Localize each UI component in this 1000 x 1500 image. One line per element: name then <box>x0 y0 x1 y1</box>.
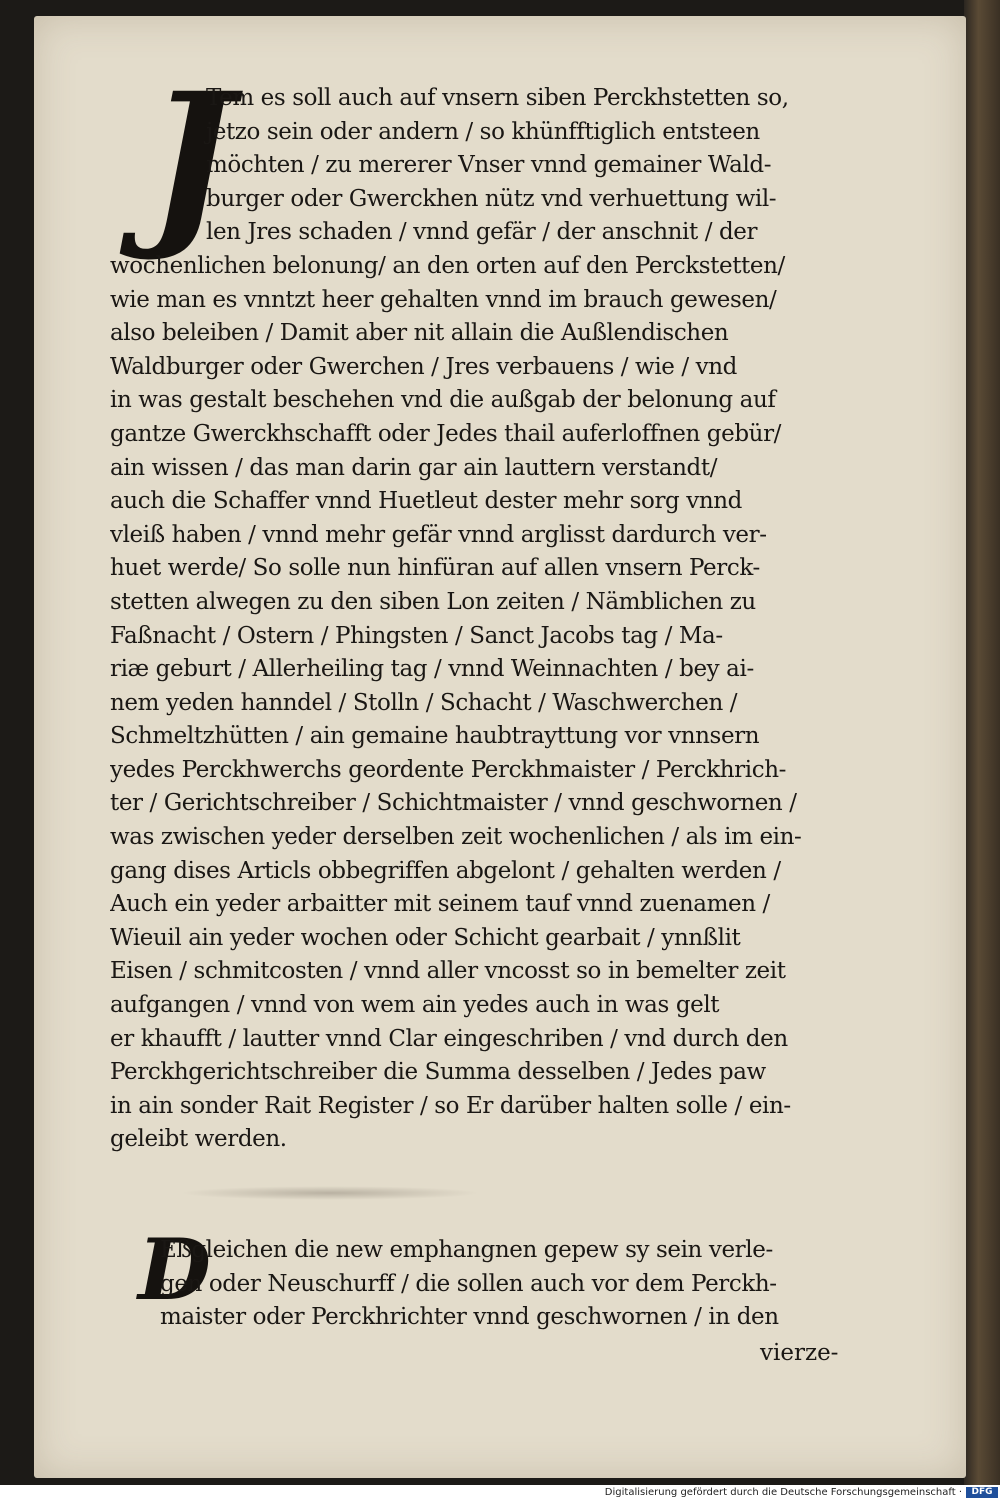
text-line: burger oder Gwerckhen nütz vnd verhuettung wil- <box>206 185 777 212</box>
text-line: huet werde/ So solle nun hinfüran auf allen vnsern Perck- <box>110 555 760 582</box>
text-line: gen oder Neuschurff / die sollen auch vor dem Perckh- <box>160 1270 777 1297</box>
text-line: ain wissen / das man darin gar ain lauttern verstandt/ <box>110 454 718 481</box>
text-line: stetten alwegen zu den siben Lon zeiten / Nämblichen zu <box>110 588 756 615</box>
text-line: möchten / zu mererer Vnser vnnd gemainer Wald- <box>206 152 772 179</box>
text-line: gantze Gwerckhschafft oder Jedes thail auferloffnen gebür/ <box>110 420 782 447</box>
text-line: Wieuil ain yeder wochen oder Schicht gearbait / ynnßlit <box>110 924 741 951</box>
text-line: was zwischen yeder derselben zeit wochenlichen / als im ein- <box>110 824 802 851</box>
text-line: Tem es soll auch auf vnsern siben Perckhstetten so, <box>206 85 789 111</box>
text-line: Perckhgerichtschreiber die Summa desselben / Jedes paw <box>110 1059 766 1086</box>
text-line: aufgangen / vnnd von wem ain yedes auch in was gelt <box>110 992 720 1019</box>
text-line: nem yeden hanndel / Stolln / Schacht / Waschwerchen / <box>110 689 738 716</box>
text-line: er khaufft / lautter vnnd Clar eingeschriben / vnd durch den <box>110 1025 788 1052</box>
text-line: geleibt werden. <box>110 1126 287 1153</box>
footer-credit-text: Digitalisierung gefördert durch die Deutsche Forschungsgemeinschaft · <box>604 1487 962 1498</box>
text-line: jetzo sein oder andern / so khünfftiglich entsteen <box>206 118 760 145</box>
text-line: gang dises Articls obbegriffen abgelont / gehalten werden / <box>110 857 781 884</box>
text-line: vleiß haben / vnnd mehr gefär vnnd arglisst dardurch ver- <box>110 521 767 548</box>
text-line: Schmeltzhütten / ain gemaine haubtrayttung vor vnnsern <box>110 723 760 750</box>
text-line: in ain sonder Rait Register / so Er darüber halten solle / ein- <box>110 1092 791 1119</box>
text-line: len Jres schaden / vnnd gefär / der anschnit / der <box>206 219 758 246</box>
catchword: vierze- <box>760 1340 839 1366</box>
text-line: Eisen / schmitcosten / vnnd aller vncosst so in bemelter zeit <box>110 958 786 985</box>
text-line: Waldburger oder Gwerchen / Jres verbauens / wie / vnd <box>110 353 737 380</box>
text-line: auch die Schaffer vnnd Huetleut dester mehr sorg vnnd <box>110 488 743 515</box>
ink-smudge <box>180 1186 480 1200</box>
text-line: yedes Perckhwerchs geordente Perckhmaister / Perckhrich- <box>110 756 787 783</box>
paragraph-2 <box>110 1234 850 1335</box>
text-line: Faßnacht / Ostern / Phingsten / Sanct Jacobs tag / Ma- <box>110 622 723 649</box>
text-line: Auch ein yeder arbaitter mit seinem tauf vnnd zuenamen / <box>110 891 770 918</box>
dfg-logo: DFG <box>966 1487 998 1498</box>
binding-edge <box>964 0 1000 1485</box>
decorated-initial-j: J <box>148 54 234 265</box>
text-line: Eßgleichen die new emphangnen gepew sy sein verle- <box>160 1237 773 1263</box>
text-line: in was gestalt beschehen vnd die außgab der belonung auf <box>110 387 776 414</box>
text-line: riæ geburt / Allerheiling tag / vnnd Weinnachten / bey ai- <box>110 656 754 683</box>
text-line: maister oder Perckhrichter vnnd geschwornen / in den <box>160 1304 779 1331</box>
text-line: ter / Gerichtschreiber / Schichtmaister / vnnd geschwornen / <box>110 790 797 817</box>
text-line: wochenlichen belonung/ an den orten auf den Perckstetten/ <box>110 252 785 279</box>
text-line: also beleiben / Damit aber nit allain die Außlendischen <box>110 320 729 347</box>
text-line: wie man es vnntzt heer gehalten vnnd im brauch gewesen/ <box>110 286 777 313</box>
footer-credit <box>0 1485 1000 1500</box>
decorated-initial-d: D <box>138 1220 211 1319</box>
paragraph-1 <box>110 82 850 1157</box>
